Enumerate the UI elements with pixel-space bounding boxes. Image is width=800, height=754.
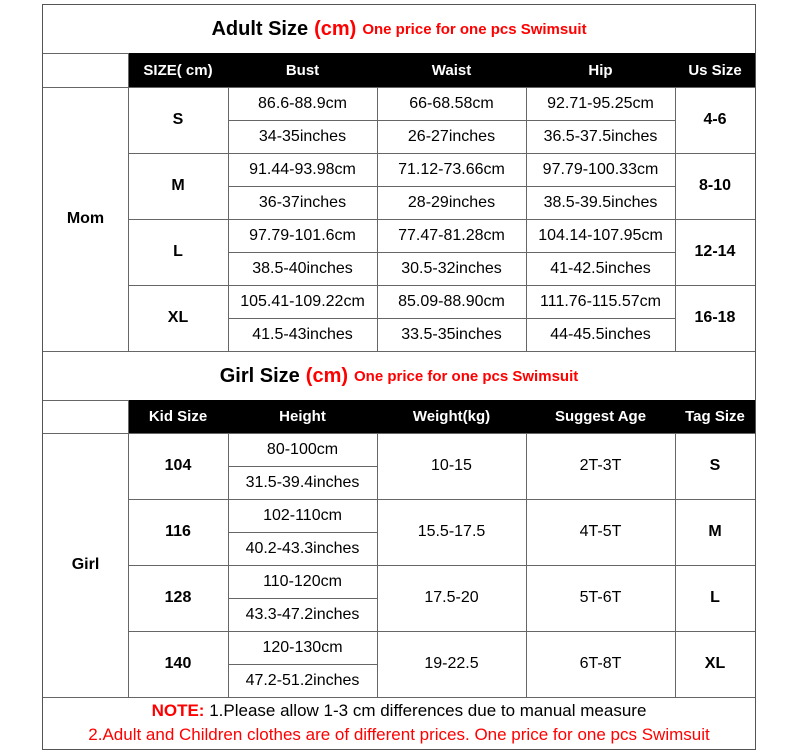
girl-weight: 19-22.5 — [424, 655, 479, 672]
adult-waist-inches: 28-29inches — [407, 193, 496, 211]
girl-header-weight: Weight(kg) — [377, 400, 526, 433]
adult-bust-inches: 36-37inches — [258, 193, 347, 211]
adult-hip-inches: 36.5-37.5inches — [543, 127, 658, 145]
adult-bust-inches: 41.5-43inches — [252, 325, 353, 343]
column-divider — [228, 87, 229, 351]
girl-weight: 10-15 — [431, 457, 472, 474]
adult-us-size: 12-14 — [694, 243, 736, 260]
girl-weight: 15.5-17.5 — [417, 523, 486, 540]
row-divider — [128, 285, 755, 286]
girl-title-unit: (cm) — [305, 364, 349, 387]
adult-bust-cm: 105.41-109.22cm — [240, 292, 365, 310]
girl-tag-size: XL — [704, 655, 726, 672]
adult-hip-cm: 111.76-115.57cm — [540, 292, 661, 310]
column-divider — [128, 87, 129, 351]
girl-suggest-age: 4T-5T — [579, 523, 622, 540]
girl-kid-size: 128 — [164, 589, 192, 606]
adult-title-unit: (cm) — [314, 17, 357, 40]
girl-suggest-age: 2T-3T — [579, 457, 622, 474]
column-divider — [228, 433, 229, 697]
row-divider — [228, 186, 675, 187]
adult-size-label: L — [173, 243, 183, 260]
girl-title-note: One price for one pcs Swimsuit — [354, 367, 579, 385]
girl-height-cm: 110-120cm — [263, 572, 342, 590]
row-divider — [228, 466, 377, 467]
girl-weight: 17.5-20 — [424, 589, 479, 606]
adult-size-title — [43, 5, 755, 53]
row-divider — [228, 532, 377, 533]
adult-title-note: One price for one pcs Swimsuit — [362, 20, 587, 38]
row-divider — [128, 499, 755, 500]
adult-bust-cm: 97.79-101.6cm — [249, 226, 356, 244]
girl-header-kid-size: Kid Size — [128, 400, 228, 433]
adult-header-waist: Waist — [377, 53, 526, 87]
note-text-1: 1.Please allow 1-3 cm differences due to manual measure — [204, 701, 647, 720]
column-divider — [128, 433, 129, 697]
girl-header-suggest-age: Suggest Age — [526, 400, 675, 433]
adult-title-main: Adult Size — [211, 17, 309, 40]
column-divider — [675, 433, 676, 697]
adult-bust-inches: 38.5-40inches — [252, 259, 353, 277]
adult-hip-inches: 41-42.5inches — [550, 259, 651, 277]
column-divider — [675, 87, 676, 351]
adult-waist-cm: 77.47-81.28cm — [398, 226, 505, 244]
adult-header-hip: Hip — [526, 53, 675, 87]
adult-us-size: 16-18 — [694, 309, 736, 326]
column-divider — [526, 87, 527, 351]
row-divider — [128, 153, 755, 154]
girl-height-inches: 47.2-51.2inches — [245, 671, 360, 689]
adult-header-us-size: Us Size — [675, 53, 755, 87]
adult-us-size: 8-10 — [698, 177, 732, 194]
note-line-2: 2.Adult and Children clothes are of different prices. One price for one pcs Swimsuit — [88, 725, 710, 744]
girl-suggest-age: 5T-6T — [579, 589, 622, 606]
adult-waist-cm: 66-68.58cm — [409, 94, 494, 112]
girl-tag-size: M — [708, 523, 722, 540]
adult-size-label: XL — [167, 309, 189, 326]
row-divider — [128, 565, 755, 566]
adult-hip-inches: 44-45.5inches — [550, 325, 651, 343]
girl-tag-size: L — [710, 589, 720, 606]
girl-kid-size: 104 — [164, 457, 192, 474]
row-divider — [228, 252, 675, 253]
girl-height-cm: 80-100cm — [266, 440, 339, 458]
adult-hip-cm: 92.71-95.25cm — [547, 94, 654, 112]
girl-title-main: Girl Size — [219, 364, 300, 387]
column-divider — [377, 433, 378, 697]
adult-hip-cm: 97.79-100.33cm — [542, 160, 659, 178]
row-divider — [228, 664, 377, 665]
column-divider — [526, 433, 527, 697]
note-line-1 — [43, 699, 755, 723]
adult-waist-inches: 26-27inches — [407, 127, 496, 145]
row-divider — [128, 631, 755, 632]
girl-header-tag-size: Tag Size — [675, 400, 755, 433]
girl-suggest-age: 6T-8T — [579, 655, 622, 672]
note-label: NOTE: — [151, 701, 205, 720]
column-divider — [128, 53, 129, 87]
girl-size-title — [43, 352, 755, 400]
adult-hip-cm: 104.14-107.95cm — [538, 226, 663, 244]
adult-header-bust: Bust — [228, 53, 377, 87]
adult-bust-cm: 91.44-93.98cm — [249, 160, 356, 178]
adult-bust-cm: 86.6-88.9cm — [258, 94, 347, 112]
adult-header-size: SIZE( cm) — [128, 53, 228, 87]
girl-height-inches: 43.3-47.2inches — [245, 605, 360, 623]
girl-height-cm: 102-110cm — [263, 506, 342, 524]
adult-size-label: S — [172, 111, 184, 128]
adult-waist-inches: 30.5-32inches — [401, 259, 502, 277]
girl-kid-size: 140 — [164, 655, 192, 672]
row-divider — [228, 598, 377, 599]
girl-height-inches: 40.2-43.3inches — [245, 539, 360, 557]
row-divider — [43, 433, 755, 434]
mom-group-label: Mom — [66, 210, 105, 227]
column-divider — [128, 400, 129, 433]
adult-hip-inches: 38.5-39.5inches — [543, 193, 658, 211]
row-divider — [128, 219, 755, 220]
adult-waist-inches: 33.5-35inches — [401, 325, 502, 343]
girl-tag-size: S — [709, 457, 721, 474]
row-divider — [228, 318, 675, 319]
adult-size-label: M — [171, 177, 185, 194]
girl-height-inches: 31.5-39.4inches — [245, 473, 360, 491]
adult-waist-cm: 71.12-73.66cm — [398, 160, 505, 178]
girl-header-height: Height — [228, 400, 377, 433]
girl-kid-size: 116 — [165, 523, 191, 540]
row-divider — [43, 87, 755, 88]
adult-us-size: 4-6 — [703, 111, 727, 128]
adult-waist-cm: 85.09-88.90cm — [398, 292, 505, 310]
adult-bust-inches: 34-35inches — [258, 127, 347, 145]
girl-group-label: Girl — [71, 556, 100, 573]
column-divider — [377, 87, 378, 351]
girl-height-cm: 120-130cm — [262, 638, 343, 656]
row-divider — [228, 120, 675, 121]
